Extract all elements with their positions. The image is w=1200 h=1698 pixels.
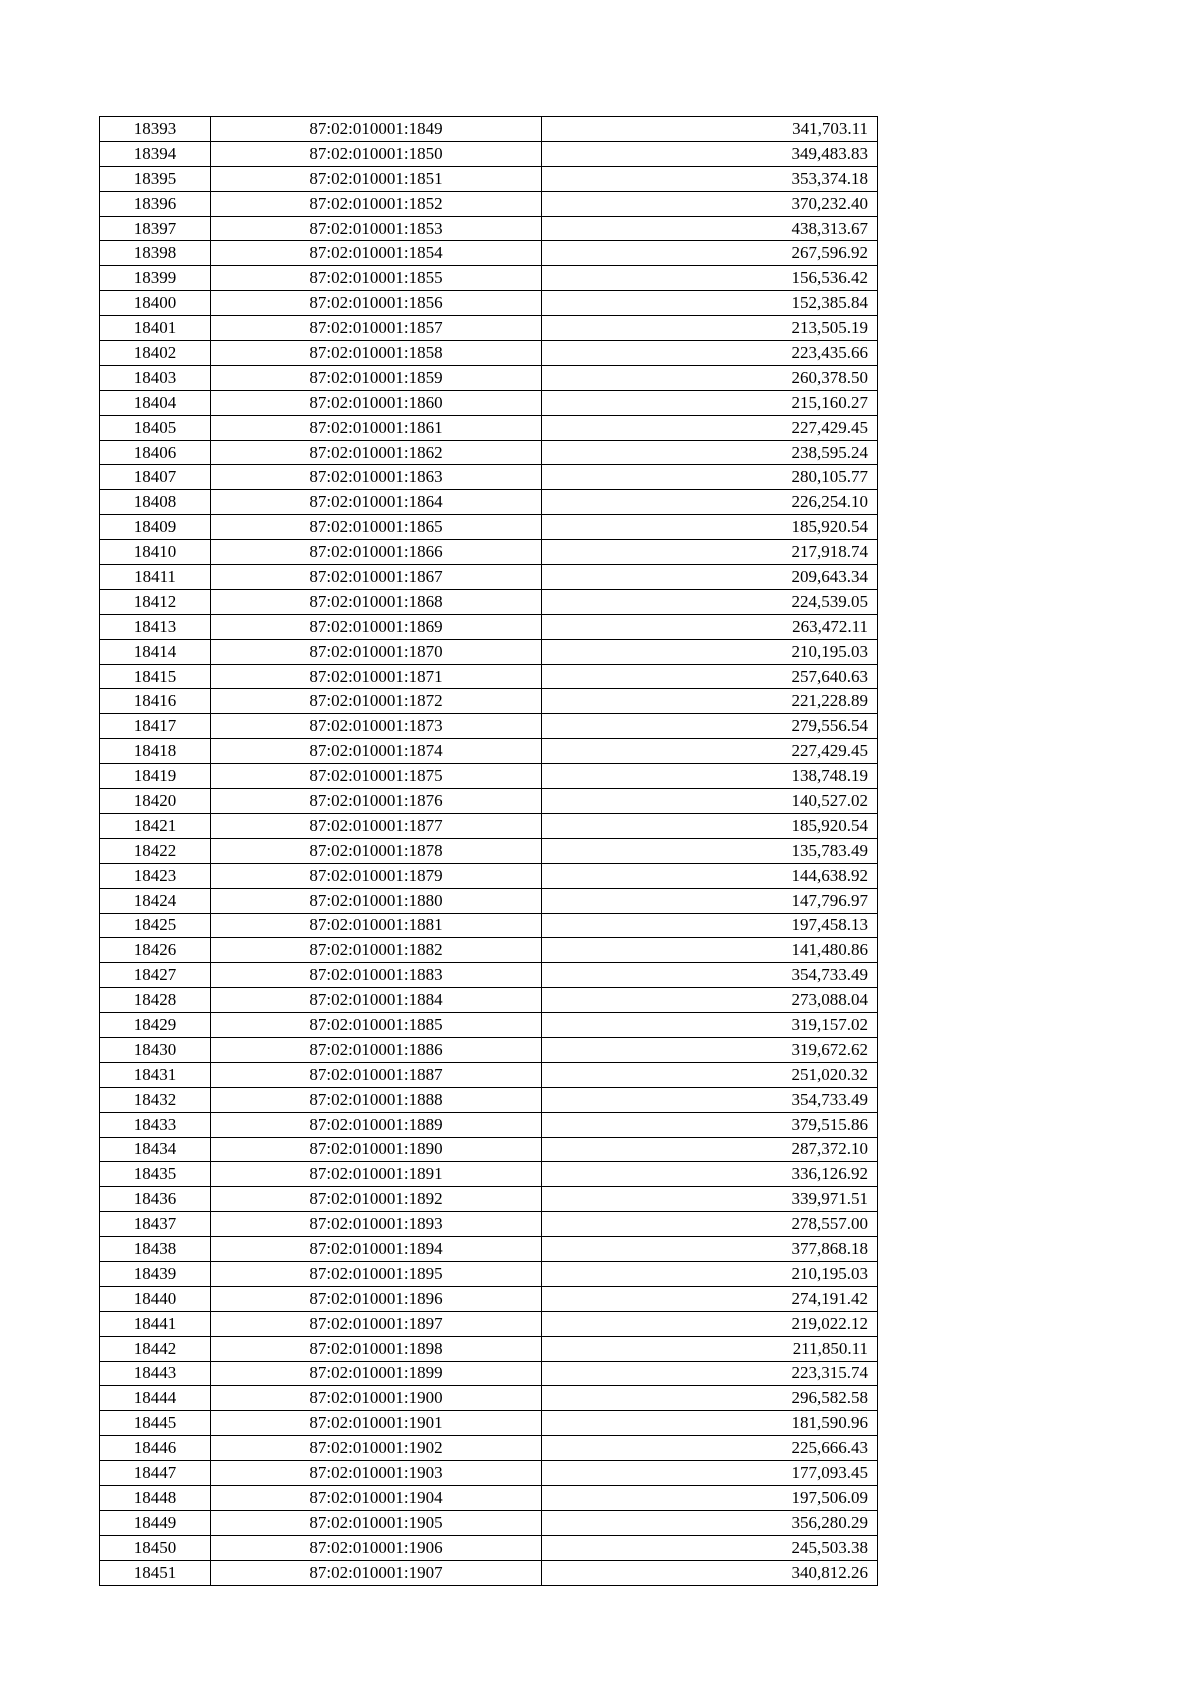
- row-number-cell: 18393: [100, 117, 211, 142]
- table-row: [100, 1311, 878, 1336]
- row-number-cell: 18397: [100, 216, 211, 241]
- value-cell: 177,093.45: [542, 1461, 878, 1486]
- cadastral-number-cell: 87:02:010001:1864: [211, 490, 542, 515]
- value-cell: 181,590.96: [542, 1411, 878, 1436]
- cadastral-number-cell: 87:02:010001:1901: [211, 1411, 542, 1436]
- row-number-cell: 18438: [100, 1237, 211, 1262]
- table-row: [100, 1237, 878, 1262]
- value-cell: 319,157.02: [542, 1013, 878, 1038]
- value-cell: 210,195.03: [542, 1261, 878, 1286]
- table-row: [100, 291, 878, 316]
- row-number-cell: 18432: [100, 1087, 211, 1112]
- value-cell: 138,748.19: [542, 764, 878, 789]
- row-number-cell: 18427: [100, 963, 211, 988]
- table-row: [100, 913, 878, 938]
- table-row: [100, 440, 878, 465]
- table-row: [100, 689, 878, 714]
- table-row: [100, 1560, 878, 1585]
- table-row: [100, 1137, 878, 1162]
- row-number-cell: 18411: [100, 565, 211, 590]
- cadastral-number-cell: 87:02:010001:1860: [211, 390, 542, 415]
- row-number-cell: 18447: [100, 1461, 211, 1486]
- value-cell: 267,596.92: [542, 241, 878, 266]
- row-number-cell: 18450: [100, 1535, 211, 1560]
- value-cell: 185,920.54: [542, 515, 878, 540]
- cadastral-number-cell: 87:02:010001:1889: [211, 1112, 542, 1137]
- cadastral-number-cell: 87:02:010001:1858: [211, 341, 542, 366]
- cadastral-number-cell: 87:02:010001:1886: [211, 1037, 542, 1062]
- cadastral-number-cell: 87:02:010001:1896: [211, 1286, 542, 1311]
- value-cell: 209,643.34: [542, 565, 878, 590]
- row-number-cell: 18409: [100, 515, 211, 540]
- value-cell: 278,557.00: [542, 1212, 878, 1237]
- table-row: [100, 1535, 878, 1560]
- cadastral-number-cell: 87:02:010001:1862: [211, 440, 542, 465]
- table-row: [100, 490, 878, 515]
- value-cell: 210,195.03: [542, 639, 878, 664]
- row-number-cell: 18401: [100, 316, 211, 341]
- row-number-cell: 18406: [100, 440, 211, 465]
- cadastral-number-cell: 87:02:010001:1905: [211, 1510, 542, 1535]
- row-number-cell: 18436: [100, 1187, 211, 1212]
- value-cell: 219,022.12: [542, 1311, 878, 1336]
- value-cell: 377,868.18: [542, 1237, 878, 1262]
- cadastral-number-cell: 87:02:010001:1906: [211, 1535, 542, 1560]
- value-cell: 349,483.83: [542, 141, 878, 166]
- value-cell: 263,472.11: [542, 614, 878, 639]
- row-number-cell: 18416: [100, 689, 211, 714]
- table-row: [100, 316, 878, 341]
- table-row: [100, 1461, 878, 1486]
- table-row: [100, 117, 878, 142]
- row-number-cell: 18404: [100, 390, 211, 415]
- value-cell: 197,506.09: [542, 1485, 878, 1510]
- cadastral-number-cell: 87:02:010001:1888: [211, 1087, 542, 1112]
- row-number-cell: 18402: [100, 341, 211, 366]
- row-number-cell: 18433: [100, 1112, 211, 1137]
- table-row: [100, 614, 878, 639]
- row-number-cell: 18395: [100, 166, 211, 191]
- row-number-cell: 18439: [100, 1261, 211, 1286]
- cadastral-number-cell: 87:02:010001:1856: [211, 291, 542, 316]
- row-number-cell: 18422: [100, 838, 211, 863]
- cadastral-number-cell: 87:02:010001:1870: [211, 639, 542, 664]
- row-number-cell: 18424: [100, 888, 211, 913]
- cadastral-number-cell: 87:02:010001:1879: [211, 863, 542, 888]
- cadastral-number-cell: 87:02:010001:1887: [211, 1062, 542, 1087]
- table-row: [100, 515, 878, 540]
- cadastral-number-cell: 87:02:010001:1884: [211, 988, 542, 1013]
- value-cell: 238,595.24: [542, 440, 878, 465]
- cadastral-number-cell: 87:02:010001:1904: [211, 1485, 542, 1510]
- table-row: [100, 1212, 878, 1237]
- table-row: [100, 639, 878, 664]
- row-number-cell: 18394: [100, 141, 211, 166]
- row-number-cell: 18420: [100, 789, 211, 814]
- value-cell: 140,527.02: [542, 789, 878, 814]
- row-number-cell: 18413: [100, 614, 211, 639]
- value-cell: 341,703.11: [542, 117, 878, 142]
- value-cell: 251,020.32: [542, 1062, 878, 1087]
- value-cell: 147,796.97: [542, 888, 878, 913]
- row-number-cell: 18423: [100, 863, 211, 888]
- table-row: [100, 888, 878, 913]
- value-cell: 339,971.51: [542, 1187, 878, 1212]
- value-cell: 336,126.92: [542, 1162, 878, 1187]
- cadastral-number-cell: 87:02:010001:1895: [211, 1261, 542, 1286]
- table-row: [100, 714, 878, 739]
- row-number-cell: 18435: [100, 1162, 211, 1187]
- row-number-cell: 18405: [100, 415, 211, 440]
- cadastral-number-cell: 87:02:010001:1865: [211, 515, 542, 540]
- table-row: [100, 1037, 878, 1062]
- table-row: [100, 1062, 878, 1087]
- row-number-cell: 18437: [100, 1212, 211, 1237]
- row-number-cell: 18445: [100, 1411, 211, 1436]
- cadastral-number-cell: 87:02:010001:1880: [211, 888, 542, 913]
- row-number-cell: 18417: [100, 714, 211, 739]
- value-cell: 156,536.42: [542, 266, 878, 291]
- value-cell: 152,385.84: [542, 291, 878, 316]
- value-cell: 287,372.10: [542, 1137, 878, 1162]
- row-number-cell: 18408: [100, 490, 211, 515]
- cadastral-number-cell: 87:02:010001:1873: [211, 714, 542, 739]
- row-number-cell: 18410: [100, 540, 211, 565]
- table-row: [100, 465, 878, 490]
- value-cell: 135,783.49: [542, 838, 878, 863]
- table-row: [100, 1112, 878, 1137]
- value-cell: 354,733.49: [542, 1087, 878, 1112]
- cadastral-number-cell: 87:02:010001:1900: [211, 1386, 542, 1411]
- value-cell: 379,515.86: [542, 1112, 878, 1137]
- row-number-cell: 18396: [100, 191, 211, 216]
- cadastral-number-cell: 87:02:010001:1891: [211, 1162, 542, 1187]
- value-cell: 354,733.49: [542, 963, 878, 988]
- row-number-cell: 18398: [100, 241, 211, 266]
- value-cell: 217,918.74: [542, 540, 878, 565]
- table-row: [100, 789, 878, 814]
- table-row: [100, 1162, 878, 1187]
- value-cell: 245,503.38: [542, 1535, 878, 1560]
- cadastral-number-cell: 87:02:010001:1881: [211, 913, 542, 938]
- value-cell: 356,280.29: [542, 1510, 878, 1535]
- value-cell: 225,666.43: [542, 1436, 878, 1461]
- table-row: [100, 739, 878, 764]
- table-row: [100, 390, 878, 415]
- table-row: [100, 1286, 878, 1311]
- value-cell: 211,850.11: [542, 1336, 878, 1361]
- table-row: [100, 1361, 878, 1386]
- value-cell: 279,556.54: [542, 714, 878, 739]
- row-number-cell: 18429: [100, 1013, 211, 1038]
- row-number-cell: 18444: [100, 1386, 211, 1411]
- value-cell: 280,105.77: [542, 465, 878, 490]
- value-cell: 141,480.86: [542, 938, 878, 963]
- row-number-cell: 18399: [100, 266, 211, 291]
- table-row: [100, 266, 878, 291]
- cadastral-number-cell: 87:02:010001:1893: [211, 1212, 542, 1237]
- table-row: [100, 565, 878, 590]
- table-row: [100, 589, 878, 614]
- value-cell: 226,254.10: [542, 490, 878, 515]
- value-cell: 340,812.26: [542, 1560, 878, 1585]
- value-cell: 223,315.74: [542, 1361, 878, 1386]
- row-number-cell: 18441: [100, 1311, 211, 1336]
- row-number-cell: 18412: [100, 589, 211, 614]
- table-row: [100, 415, 878, 440]
- cadastral-number-cell: 87:02:010001:1863: [211, 465, 542, 490]
- table-row: [100, 1336, 878, 1361]
- row-number-cell: 18440: [100, 1286, 211, 1311]
- cadastral-number-cell: 87:02:010001:1852: [211, 191, 542, 216]
- table-row: [100, 813, 878, 838]
- row-number-cell: 18434: [100, 1137, 211, 1162]
- table-row: [100, 863, 878, 888]
- value-cell: 185,920.54: [542, 813, 878, 838]
- table-row: [100, 963, 878, 988]
- row-number-cell: 18426: [100, 938, 211, 963]
- table-row: [100, 141, 878, 166]
- value-cell: 224,539.05: [542, 589, 878, 614]
- cadastral-number-cell: 87:02:010001:1907: [211, 1560, 542, 1585]
- row-number-cell: 18400: [100, 291, 211, 316]
- cadastral-number-cell: 87:02:010001:1898: [211, 1336, 542, 1361]
- value-cell: 438,313.67: [542, 216, 878, 241]
- cadastral-number-cell: 87:02:010001:1855: [211, 266, 542, 291]
- value-cell: 296,582.58: [542, 1386, 878, 1411]
- value-cell: 353,374.18: [542, 166, 878, 191]
- cadastral-number-cell: 87:02:010001:1866: [211, 540, 542, 565]
- value-cell: 221,228.89: [542, 689, 878, 714]
- cadastre-value-table: [99, 116, 878, 1586]
- table-row: [100, 938, 878, 963]
- table-row: [100, 838, 878, 863]
- cadastral-number-cell: 87:02:010001:1861: [211, 415, 542, 440]
- table-row: [100, 1386, 878, 1411]
- table-row: [100, 341, 878, 366]
- cadastral-number-cell: 87:02:010001:1876: [211, 789, 542, 814]
- table-row: [100, 241, 878, 266]
- table-row: [100, 1087, 878, 1112]
- row-number-cell: 18403: [100, 365, 211, 390]
- cadastral-number-cell: 87:02:010001:1854: [211, 241, 542, 266]
- row-number-cell: 18421: [100, 813, 211, 838]
- row-number-cell: 18446: [100, 1436, 211, 1461]
- cadastral-number-cell: 87:02:010001:1849: [211, 117, 542, 142]
- row-number-cell: 18430: [100, 1037, 211, 1062]
- table-row: [100, 988, 878, 1013]
- cadastral-number-cell: 87:02:010001:1867: [211, 565, 542, 590]
- value-cell: 273,088.04: [542, 988, 878, 1013]
- cadastral-number-cell: 87:02:010001:1890: [211, 1137, 542, 1162]
- value-cell: 370,232.40: [542, 191, 878, 216]
- cadastral-number-cell: 87:02:010001:1885: [211, 1013, 542, 1038]
- table-row: [100, 1411, 878, 1436]
- cadastral-number-cell: 87:02:010001:1894: [211, 1237, 542, 1262]
- cadastral-number-cell: 87:02:010001:1853: [211, 216, 542, 241]
- cadastral-number-cell: 87:02:010001:1883: [211, 963, 542, 988]
- cadastral-number-cell: 87:02:010001:1859: [211, 365, 542, 390]
- value-cell: 223,435.66: [542, 341, 878, 366]
- table-row: [100, 166, 878, 191]
- row-number-cell: 18418: [100, 739, 211, 764]
- table-row: [100, 1187, 878, 1212]
- cadastral-number-cell: 87:02:010001:1874: [211, 739, 542, 764]
- cadastral-number-cell: 87:02:010001:1878: [211, 838, 542, 863]
- table-row: [100, 216, 878, 241]
- cadastral-number-cell: 87:02:010001:1850: [211, 141, 542, 166]
- value-cell: 319,672.62: [542, 1037, 878, 1062]
- table-row: [100, 191, 878, 216]
- table-body: [100, 117, 878, 1586]
- table-row: [100, 540, 878, 565]
- table-row: [100, 1485, 878, 1510]
- cadastral-number-cell: 87:02:010001:1897: [211, 1311, 542, 1336]
- value-cell: 215,160.27: [542, 390, 878, 415]
- value-cell: 213,505.19: [542, 316, 878, 341]
- table-row: [100, 365, 878, 390]
- row-number-cell: 18443: [100, 1361, 211, 1386]
- cadastral-number-cell: 87:02:010001:1851: [211, 166, 542, 191]
- value-cell: 257,640.63: [542, 664, 878, 689]
- cadastral-number-cell: 87:02:010001:1868: [211, 589, 542, 614]
- row-number-cell: 18448: [100, 1485, 211, 1510]
- table-row: [100, 1261, 878, 1286]
- cadastral-number-cell: 87:02:010001:1871: [211, 664, 542, 689]
- row-number-cell: 18407: [100, 465, 211, 490]
- cadastral-number-cell: 87:02:010001:1903: [211, 1461, 542, 1486]
- row-number-cell: 18449: [100, 1510, 211, 1535]
- cadastral-number-cell: 87:02:010001:1875: [211, 764, 542, 789]
- value-cell: 274,191.42: [542, 1286, 878, 1311]
- cadastral-number-cell: 87:02:010001:1902: [211, 1436, 542, 1461]
- cadastral-number-cell: 87:02:010001:1857: [211, 316, 542, 341]
- row-number-cell: 18442: [100, 1336, 211, 1361]
- table-row: [100, 1510, 878, 1535]
- cadastral-number-cell: 87:02:010001:1899: [211, 1361, 542, 1386]
- row-number-cell: 18425: [100, 913, 211, 938]
- value-cell: 197,458.13: [542, 913, 878, 938]
- table-row: [100, 1436, 878, 1461]
- row-number-cell: 18431: [100, 1062, 211, 1087]
- table-row: [100, 1013, 878, 1038]
- value-cell: 260,378.50: [542, 365, 878, 390]
- row-number-cell: 18419: [100, 764, 211, 789]
- value-cell: 144,638.92: [542, 863, 878, 888]
- cadastral-number-cell: 87:02:010001:1869: [211, 614, 542, 639]
- cadastral-number-cell: 87:02:010001:1882: [211, 938, 542, 963]
- value-cell: 227,429.45: [542, 739, 878, 764]
- row-number-cell: 18428: [100, 988, 211, 1013]
- cadastral-number-cell: 87:02:010001:1872: [211, 689, 542, 714]
- row-number-cell: 18415: [100, 664, 211, 689]
- row-number-cell: 18414: [100, 639, 211, 664]
- cadastral-number-cell: 87:02:010001:1892: [211, 1187, 542, 1212]
- row-number-cell: 18451: [100, 1560, 211, 1585]
- value-cell: 227,429.45: [542, 415, 878, 440]
- cadastral-number-cell: 87:02:010001:1877: [211, 813, 542, 838]
- table-row: [100, 664, 878, 689]
- table-row: [100, 764, 878, 789]
